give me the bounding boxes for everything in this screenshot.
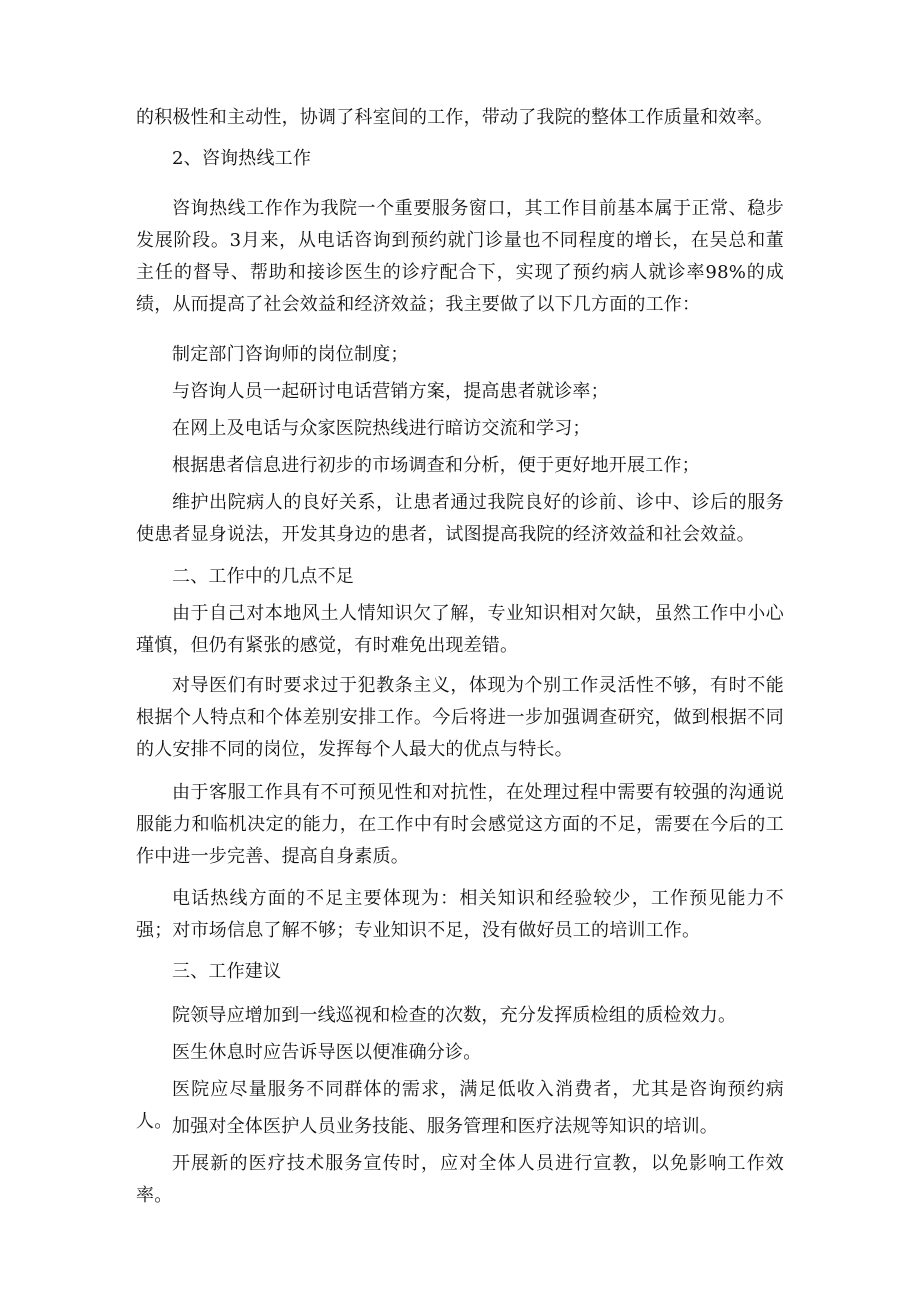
paragraph: 对导医们有时要求过于犯教条主义，体现为个别工作灵活性不够，有时不能根据个人特点和个体差别安排工作。今后将进一步加强调查研究，做到根据不同的人安排不同的岗位，发挥每个人最大的优点与特长。 <box>136 675 784 760</box>
list-item: 院领导应增加到一线巡视和检查的次数，充分发挥质检组的质检效力。 <box>172 1005 737 1026</box>
paragraph: 由于自己对本地风土人情知识欠了解，专业知识相对欠缺，虽然工作中小心瑾慎，但仍有紧张的感觉，有时难免出现差错。 <box>136 603 784 656</box>
section-heading-suggestions: 三、工作建议 <box>172 961 282 982</box>
paragraph-hotline-intro: 咨询热线工作作为我院一个重要服务窗口，其工作目前基本属于正常、稳步发展阶段。3月来，从电话咨询到预约就门诊量也不同程度的增长，在吴总和董主任的督导、帮助和接诊医生的诊疗配合下，实现了预约病人就诊率98%的成绩，从而提高了社会效益和经济效益；我主要做了以下几方面的工作： <box>136 198 784 315</box>
list-item: 医生休息时应告诉导医以便准确分诊。 <box>172 1042 482 1063</box>
list-item: 开展新的医疗技术服务宣传时，应对全体人员进行宣教，以免影响工作效率。 <box>136 1153 784 1206</box>
section-heading-shortcomings: 二、工作中的几点不足 <box>172 566 354 587</box>
section-heading-hotline: 2、咨询热线工作 <box>172 148 312 169</box>
paragraph: 电话热线方面的不足主要体现为：相关知识和经验较少，工作预见能力不强；对市场信息了解不够；专业知识不足，没有做好员工的培训工作。 <box>136 888 784 941</box>
list-item: 制定部门咨询师的岗位制度； <box>172 344 409 365</box>
paragraph: 由于客服工作具有不可预见性和对抗性，在处理过程中需要有较强的沟通说服能力和临机决定的能力，在工作中有时会感觉这方面的不足，需要在今后的工作中进一步完善、提高自身素质。 <box>136 782 784 867</box>
list-item: 与咨询人员一起研讨电话营销方案，提高患者就诊率； <box>172 381 609 402</box>
list-item: 加强对全体医护人员业务技能、服务管理和医疗法规等知识的培训。 <box>172 1116 718 1137</box>
list-item: 根据患者信息进行初步的市场调查和分析，便于更好地开展工作； <box>172 455 700 476</box>
list-item: 维护出院病人的良好关系，让患者通过我院良好的诊前、诊中、诊后的服务使患者显身说法，开发其身边的患者，试图提高我院的经济效益和社会效益。 <box>136 492 784 545</box>
paragraph-continuation: 的积极性和主动性，协调了科室间的工作，带动了我院的整体工作质量和效率。 <box>136 107 773 128</box>
list-item: 医院应尽量服务不同群体的需求，满足低收入消费者，尤其是咨询预约病人。 <box>136 1079 784 1132</box>
list-item: 在网上及电话与众家医院热线进行暗访交流和学习； <box>172 418 591 439</box>
